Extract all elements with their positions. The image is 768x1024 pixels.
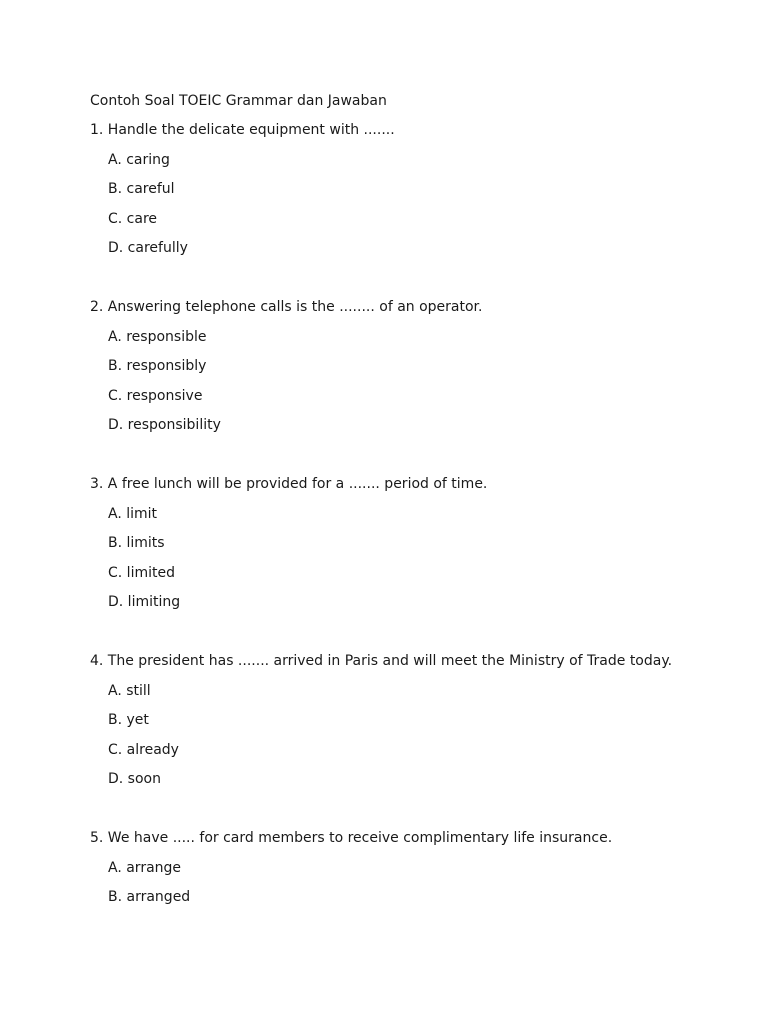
answer-option-b: B. responsibly — [108, 358, 207, 374]
answer-options — [90, 504, 750, 613]
question-text: 4. The president has ....... arrived in Paris and will meet the Ministry of Trade today. — [90, 653, 673, 669]
answer-option-c: C. already — [108, 741, 179, 758]
answer-option-b: B. yet — [108, 712, 149, 728]
question-5 — [90, 828, 750, 907]
answer-option-b: B. arranged — [108, 889, 191, 905]
question-text: 3. A free lunch will be provided for a ....... period of time. — [90, 476, 488, 492]
answer-option-c: C. care — [108, 210, 158, 227]
document-title: Contoh Soal TOEIC Grammar dan Jawaban — [90, 93, 387, 109]
answer-option-b: B. limits — [108, 535, 165, 551]
question-text: 2. Answering telephone calls is the ........ of an operator. — [90, 299, 483, 315]
answer-option-b: B. careful — [108, 181, 175, 197]
answer-option-c: C. responsive — [108, 387, 203, 404]
answer-option-d: D. limiting — [108, 594, 181, 610]
answer-option-c: C. limited — [108, 564, 175, 581]
answer-option-d: D. responsibility — [108, 417, 221, 433]
question-text: 5. We have ..... for card members to receive complimentary life insurance. — [90, 830, 613, 846]
answer-option-d: D. carefully — [108, 240, 188, 256]
question-2 — [90, 297, 750, 435]
answer-options — [90, 858, 750, 908]
answer-option-a: A. responsible — [108, 328, 207, 345]
question-3 — [90, 474, 750, 612]
answer-options — [90, 681, 750, 790]
answer-option-a: A. arrange — [108, 859, 182, 876]
answer-options — [90, 150, 750, 259]
answer-option-d: D. soon — [108, 771, 161, 787]
question-1 — [90, 120, 750, 258]
answer-option-a: A. caring — [108, 151, 170, 168]
answer-option-a: A. still — [108, 682, 151, 699]
question-4 — [90, 651, 750, 789]
answer-options — [90, 327, 750, 436]
question-text: 1. Handle the delicate equipment with ....... — [90, 122, 395, 138]
answer-option-a: A. limit — [108, 505, 158, 522]
